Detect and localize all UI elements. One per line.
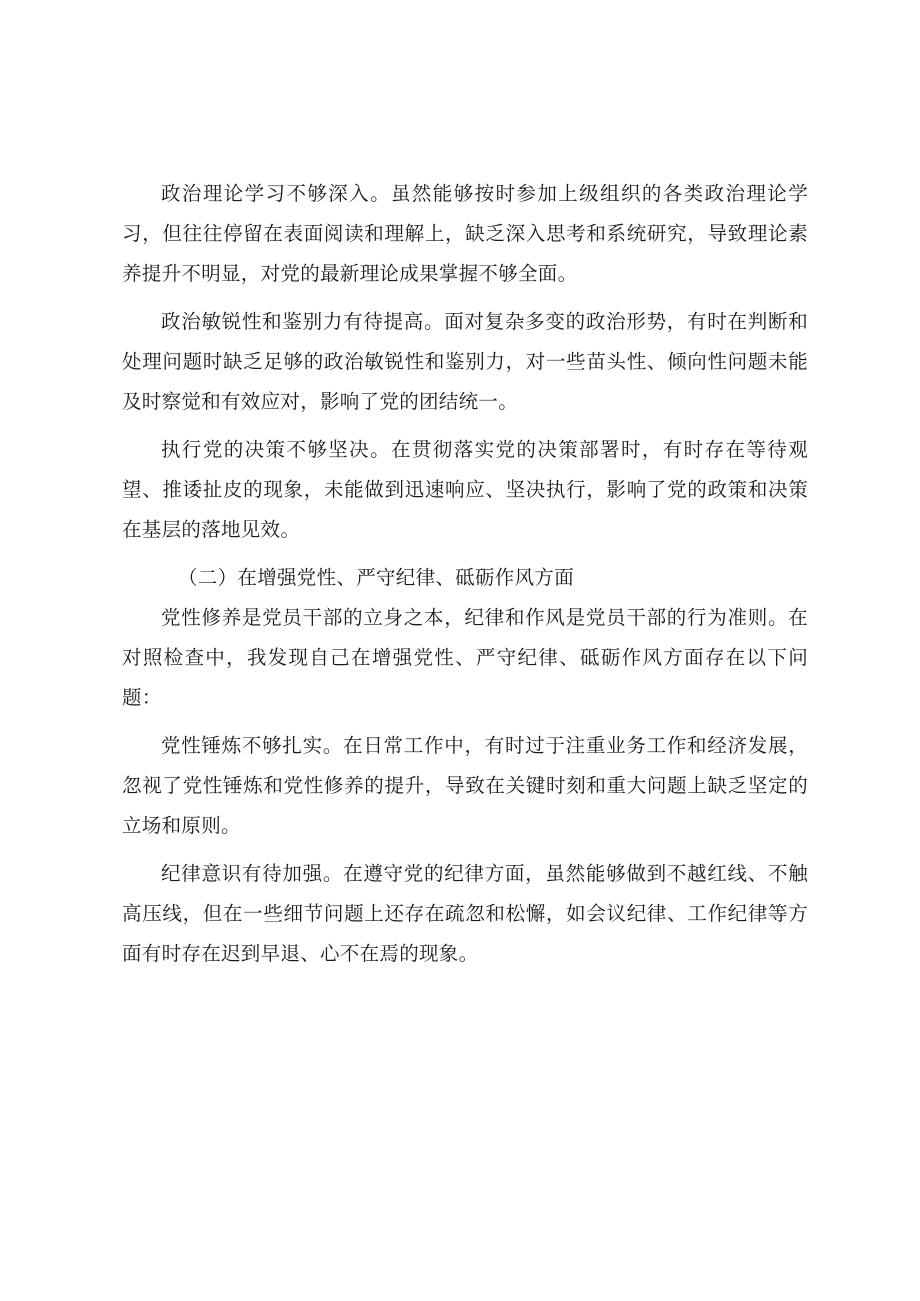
paragraph-party-tempering: 党性锤炼不够扎实。在日常工作中，有时过于注重业务工作和经济发展，忽视了党性锤炼和党性修养的提升，导致在关键时刻和重大问题上缺乏坚定的立场和原则。 bbox=[122, 734, 808, 837]
section-heading: （二）在增强党性、严守纪律、砥砺作风方面 bbox=[178, 566, 575, 589]
paragraph-theory-study: 政治理论学习不够深入。虽然能够按时参加上级组织的各类政治理论学习，但往往停留在表面阅读和理解上，缺乏深入思考和系统研究，导致理论素养提升不明显，对党的最新理论成果掌握不够全面。 bbox=[122, 182, 808, 285]
paragraph-discipline-awareness: 纪律意识有待加强。在遵守党的纪律方面，虽然能够做到不越红线、不触高压线，但在一些细节问题上还存在疏忽和松懈，如会议纪律、工作纪律等方面有时存在迟到早退、心不在焉的现象。 bbox=[122, 862, 808, 965]
paragraph-political-sensitivity: 政治敏锐性和鉴别力有待提高。面对复杂多变的政治形势，有时在判断和处理问题时缺乏足够的政治敏锐性和鉴别力，对一些苗头性、倾向性问题未能及时察觉和有效应对，影响了党的团结统一。 bbox=[122, 310, 808, 413]
paragraph-party-discipline-intro: 党性修养是党员干部的立身之本，纪律和作风是党员干部的行为准则。在对照检查中，我发现自己在增强党性、严守纪律、砥砺作风方面存在以下问题： bbox=[122, 606, 808, 709]
paragraph-decision-execution: 执行党的决策不够坚决。在贯彻落实党的决策部署时，有时存在等待观望、推诿扯皮的现象，未能做到迅速响应、坚决执行，影响了党的政策和决策在基层的落地见效。 bbox=[122, 438, 808, 541]
document-body bbox=[122, 174, 808, 982]
